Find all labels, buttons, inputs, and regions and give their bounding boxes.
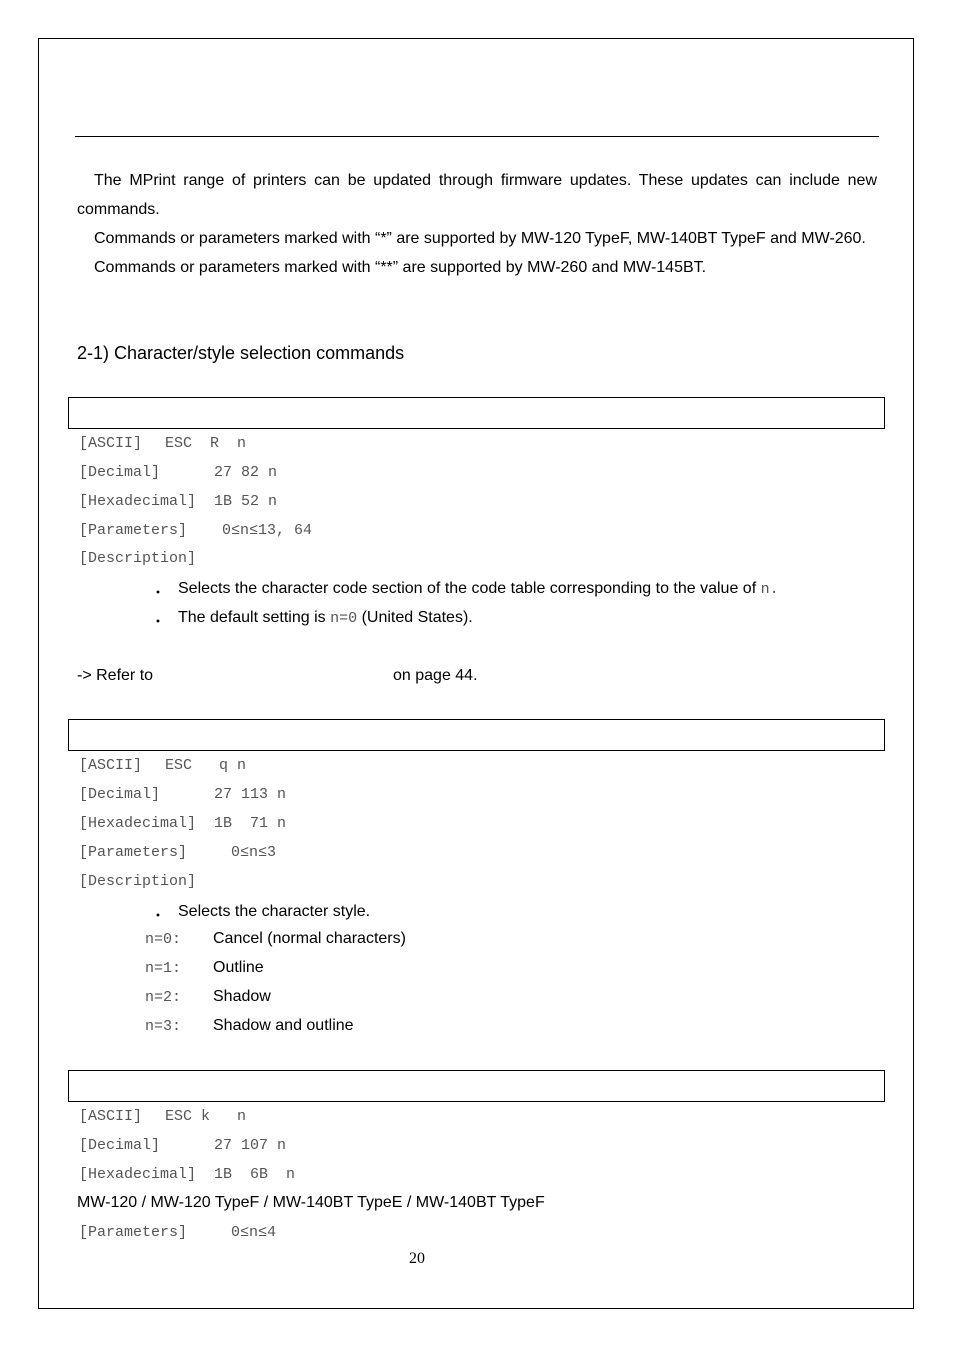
cmd1-b2-code: n=0 [330, 610, 358, 627]
cmd1-ascii-value: ESC R n [165, 435, 247, 452]
cmd1-refer-prefix: -> Refer to [77, 667, 154, 684]
bullet-marker: ・ [150, 585, 167, 602]
command-title-box-2 [68, 719, 885, 751]
style-option-code: n=1: [145, 960, 182, 977]
intro-paragraph-3: Commands or parameters marked with “**” are supported by MW-260 and MW-145BT. [94, 259, 707, 276]
cmd2-hex-value: 1B 71 n [214, 815, 287, 832]
cmd3-ascii-value: ESC k n [165, 1108, 247, 1125]
cmd1-decimal-label: [Decimal] [79, 464, 161, 481]
command-title-box-3 [68, 1070, 885, 1102]
page-number: 20 [409, 1250, 425, 1267]
cmd1-params-label: [Parameters] [79, 522, 188, 539]
cmd1-b2-tail: (United States). [361, 609, 473, 626]
cmd2-description-line-1: Selects the character style. [178, 903, 371, 920]
command-title-box-1 [68, 397, 885, 429]
style-option-label: Outline [213, 959, 264, 976]
cmd2-description-label: [Description] [79, 873, 197, 890]
cmd1-hex-value: 1B 52 n [214, 493, 278, 510]
cmd2-params-value: 0≤n≤3 [231, 844, 277, 861]
cmd2-hex-label: [Hexadecimal] [79, 815, 197, 832]
cmd1-refer-suffix: on page 44. [393, 667, 478, 684]
cmd1-description-line-1 [178, 580, 779, 598]
cmd1-hex-label: [Hexadecimal] [79, 493, 197, 510]
intro-paragraph-1: The MPrint range of printers can be updated through firmware updates. These updates can include new commands. [77, 172, 877, 218]
cmd1-params-value: 0≤n≤13, 64 [222, 522, 313, 539]
cmd3-hex-label: [Hexadecimal] [79, 1166, 197, 1183]
cmd3-params-value: 0≤n≤4 [231, 1224, 277, 1241]
style-option-label: Shadow and outline [213, 1017, 354, 1034]
section-heading: 2-1) Character/style selection commands [77, 343, 405, 363]
style-option-code: n=3: [145, 1018, 182, 1035]
cmd1-b1-code: n. [760, 581, 779, 598]
cmd1-description-line-2 [178, 609, 473, 627]
cmd3-decimal-label: [Decimal] [79, 1137, 161, 1154]
cmd1-description-label: [Description] [79, 550, 197, 567]
cmd2-ascii-value: ESC q n [165, 757, 247, 774]
cmd3-hex-value: 1B 6B n [214, 1166, 296, 1183]
cmd3-models: MW-120 / MW-120 TypeF / MW-140BT TypeE / MW-140BT TypeF [77, 1194, 545, 1211]
cmd1-b2-text: The default setting is [178, 609, 326, 626]
cmd2-params-label: [Parameters] [79, 844, 188, 861]
cmd2-decimal-value: 27 113 n [214, 786, 287, 803]
intro-paragraph-2: Commands or parameters marked with “*” are supported by MW-120 TypeF, MW-140BT TypeF and MW-260. [94, 230, 866, 247]
cmd3-ascii-label: [ASCII] [79, 1108, 143, 1125]
intro-block [77, 166, 877, 282]
cmd3-decimal-value: 27 107 n [214, 1137, 287, 1154]
cmd1-ascii-label: [ASCII] [79, 435, 143, 452]
style-option-code: n=0: [145, 931, 182, 948]
cmd1-b1-text: Selects the character code section of the code table corresponding to the value of [178, 580, 757, 597]
style-option-code: n=2: [145, 989, 182, 1006]
cmd2-decimal-label: [Decimal] [79, 786, 161, 803]
cmd2-ascii-label: [ASCII] [79, 757, 143, 774]
style-option-label: Shadow [213, 988, 271, 1005]
bullet-marker: ・ [150, 614, 167, 631]
bullet-marker: ・ [150, 908, 167, 925]
cmd3-params-label: [Parameters] [79, 1224, 188, 1241]
header-rule [75, 136, 879, 137]
cmd1-decimal-value: 27 82 n [214, 464, 278, 481]
style-option-label: Cancel (normal characters) [213, 930, 406, 947]
